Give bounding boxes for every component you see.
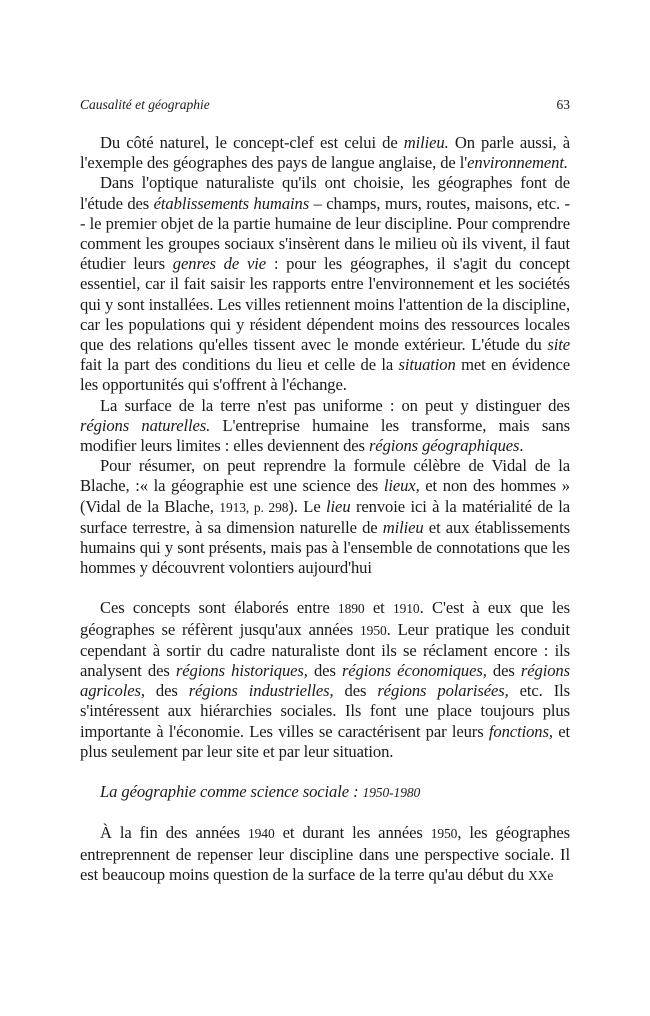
text-run: : pour les géographes, il s'agit du concept essentiel, car il fait saisir les rapports entre l'environnement et les sociétés qui y sont installées. Les villes retiennent moins l'attention de la discipline, car les populations qui y résident dépendent moins des ressources locales que des relations qu'elles tissent avec le monde extérieur. L'étude du [80, 254, 570, 355]
text-run: et aux établissements humains qui y sont présents, mais pas à l'ensemble de connotations que les hommes y découvrent volontiers aujourd'hui [80, 517, 570, 578]
text-run: des [144, 681, 189, 701]
text-run: des [486, 661, 521, 681]
century: XXe [528, 867, 554, 883]
text-run: et [364, 598, 393, 618]
emphasis: milieu. [403, 133, 449, 152]
emphasis: site [547, 335, 570, 355]
emphasis: milieu [382, 517, 424, 537]
emphasis: environnement. [467, 153, 568, 173]
text-run: On parle aussi, à l'exemple des géographes des pays de langue anglaise, de l' [80, 133, 570, 173]
emphasis: genres de vie [172, 254, 266, 274]
emphasis: lieu [326, 496, 351, 516]
emphasis: régions naturelles. [80, 415, 211, 435]
year: 1950 [360, 622, 387, 638]
paragraph-gap [80, 803, 570, 823]
text-run: Dans l'optique naturaliste qu'ils ont choisie, les géographes font de l'étude des [80, 173, 570, 213]
emphasis: régions agricoles, [80, 661, 570, 701]
text-run: des [307, 661, 342, 681]
emphasis: situation [398, 355, 456, 375]
section-heading-dates: 1950-1980 [362, 785, 421, 801]
emphasis: établissements humains [153, 193, 310, 213]
year: 1890 [337, 601, 365, 617]
emphasis: régions industrielles, [188, 681, 334, 701]
year: 1950 [430, 826, 458, 842]
emphasis: régions polarisées, [377, 681, 509, 701]
paragraph-optique-naturaliste [80, 173, 570, 395]
citation-reference: 1913, p. 298 [219, 499, 289, 515]
text-run: L'entreprise humaine les transforme, mais sans modifier leurs limites : elles deviennent des [80, 415, 571, 456]
text-run: . Leur pratique les conduit cependant à sortir du cadre naturaliste dont ils se réclament encore : ils analysent des [80, 619, 570, 681]
paragraph-surface-terre [80, 396, 570, 457]
text-run: fait la part des conditions du lieu et celle de la [80, 355, 399, 375]
paragraph-gap [80, 762, 570, 782]
text-run: Du côté naturel, le concept-clef est celui de [100, 133, 404, 152]
text-run: . C'est à eux que les géographes se réfèrent jusqu'aux années [80, 598, 571, 639]
text-run: renvoie ici à la matérialité de la surface terrestre, à sa dimension naturelle de [80, 496, 571, 537]
paragraph-vidal-de-la-blache [80, 456, 570, 578]
section-heading-text: La géographie comme science sociale : [100, 782, 363, 802]
body-text [80, 133, 570, 886]
text-run: met en évidence les opportunités qui s'offrent à l'échange. [80, 355, 570, 395]
text-run: et durant les années [274, 823, 431, 843]
text-run: . [519, 436, 524, 456]
text-run: etc. Ils s'intéressent aux hiérarchies sociales. Ils font une place toujours plus importante à l'économie. Les villes se caractérisent par leurs [80, 681, 570, 741]
text-run: et non des hommes » (Vidal de la Blache, [80, 476, 570, 516]
section-heading [80, 782, 570, 803]
emphasis: régions géographiques [368, 436, 520, 456]
text-run: , les géographes entreprennent de repenser leur discipline dans une perspective sociale. Il est beaucoup moins question de la surface de la terre qu'au début du [80, 823, 570, 884]
paragraph-concepts-1890-1910 [80, 598, 570, 762]
emphasis: régions historiques, [175, 661, 308, 681]
text-run: des [333, 681, 378, 701]
text-run: Ces concepts sont élaborés entre [100, 598, 338, 618]
year: 1940 [248, 826, 275, 842]
page-number: 63 [556, 97, 570, 112]
running-header [80, 97, 570, 113]
text-run: Pour résumer, on peut reprendre la formule célèbre de Vidal de la Blache, :« la géographie est une science des [80, 456, 570, 496]
year: 1910 [392, 601, 420, 617]
paragraph-gap [80, 578, 570, 598]
emphasis: lieux, [383, 476, 420, 496]
running-title: Causalité et géographie [80, 97, 210, 112]
emphasis: fonctions, [488, 721, 553, 741]
text-run: ). Le [288, 496, 327, 516]
text-run: – champs, murs, routes, maisons, etc. -- le premier objet de la partie humaine de leur discipline. Pour comprendre comment les groupes sociaux s'insèrent dans le milieu où ils vivent, il faut étudier leurs [80, 193, 570, 274]
emphasis: régions économiques, [341, 661, 487, 681]
text-run: La surface de la terre n'est pas uniforme : on peut y distinguer des [100, 395, 570, 415]
paragraph-milieu [80, 133, 570, 173]
text-run: et plus seulement par leur site et par leur situation. [80, 721, 570, 761]
paragraph-annees-1940 [80, 823, 570, 886]
text-run: À la fin des années [100, 823, 248, 843]
